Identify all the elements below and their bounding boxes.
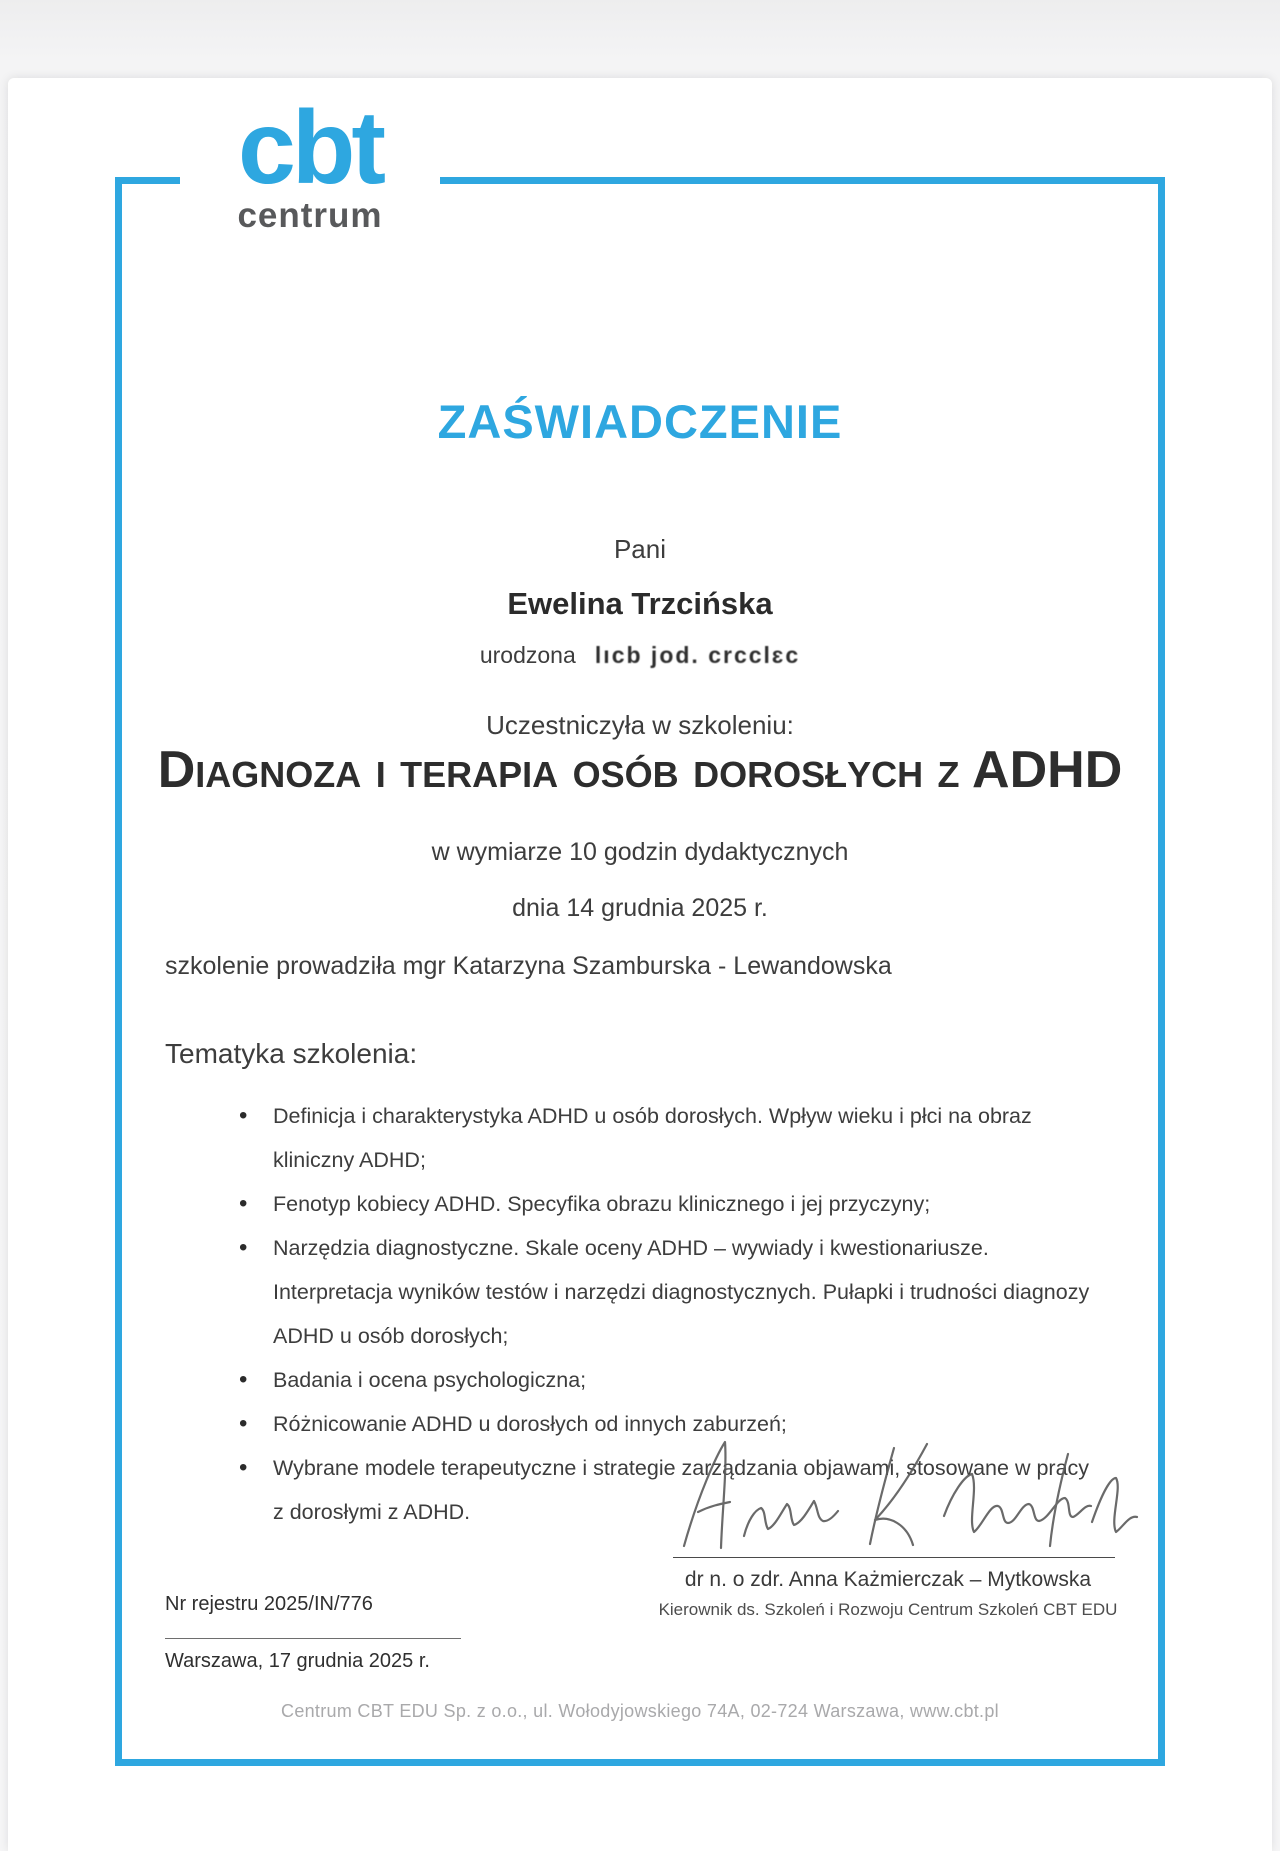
topic-item: • Badania i ocena psychologiczna; — [237, 1358, 1105, 1402]
signer-name: dr n. o zdr. Anna Każmierczak – Mytkowska — [684, 1568, 1092, 1591]
course-date: dnia 14 grudnia 2025 r. — [512, 894, 768, 922]
registry-number: Nr rejestru 2025/IN/776 — [165, 1593, 373, 1615]
registry-divider-line — [165, 1638, 461, 1639]
recipient-name: Ewelina Trzcińska — [507, 586, 773, 621]
salutation: Pani — [613, 534, 667, 564]
signature-line — [673, 1557, 1115, 1558]
birth-label: urodzona — [479, 642, 576, 668]
footer-address: Centrum CBT EDU Sp. z o.o., ul. Wołodyjowskiego 74A, 02-724 Warszawa, www.cbt.pl — [281, 1701, 999, 1721]
course-trainer: szkolenie prowadziła mgr Katarzyna Szamburska - Lewandowska — [165, 952, 892, 980]
course-title: Diagnoza i terapia osób dorosłych z ADHD — [157, 741, 1123, 799]
signer-role: Kierownik ds. Szkoleń i Rozwoju Centrum Szkoleń CBT EDU — [658, 1600, 1118, 1619]
course-hours: w wymiarze 10 godzin dydaktycznych — [431, 838, 849, 866]
birth-info — [8, 642, 1272, 669]
course-intro: Uczestniczyła w szkoleniu: — [486, 710, 794, 740]
topic-item: • Fenotyp kobiecy ADHD. Specyfika obrazu klinicznego i jej przyczyny; — [237, 1182, 1105, 1226]
registry-place-date: Warszawa, 17 grudnia 2025 r. — [165, 1650, 430, 1672]
birth-date-obscured: lıcb jod. crcclɛc — [594, 642, 801, 668]
logo-cbt-wordmark: cbt — [238, 90, 382, 206]
topic-item: • Różnicowanie ADHD u dorosłych od innych zaburzeń; — [237, 1402, 1105, 1446]
topic-item: • Wybrane modele terapeutyczne i strategie zarządzania objawami, stosowane w pracy z dorosłymi z ADHD. — [237, 1446, 1105, 1534]
handwritten-signature — [626, 1434, 1146, 1556]
certificate-title: ZAŚWIADCZENIE — [437, 395, 843, 448]
certificate-sheet — [8, 78, 1272, 1851]
logo — [180, 90, 440, 286]
topic-item: • Definicja i charakterystyka ADHD u osób dorosłych. Wpływ wieku i płci na obraz kliniczny ADHD; — [237, 1094, 1105, 1182]
logo-centrum-label: centrum — [237, 196, 383, 235]
topics-heading: Tematyka szkolenia: — [165, 1038, 418, 1069]
topic-item: • Narzędzia diagnostyczne. Skale oceny ADHD – wywiady i kwestionariusze. Interpretacja wyników testów i narzędzi diagnostycznych. Pułapki i trudności diagnozy ADHD u osób dorosłych; — [237, 1226, 1105, 1358]
